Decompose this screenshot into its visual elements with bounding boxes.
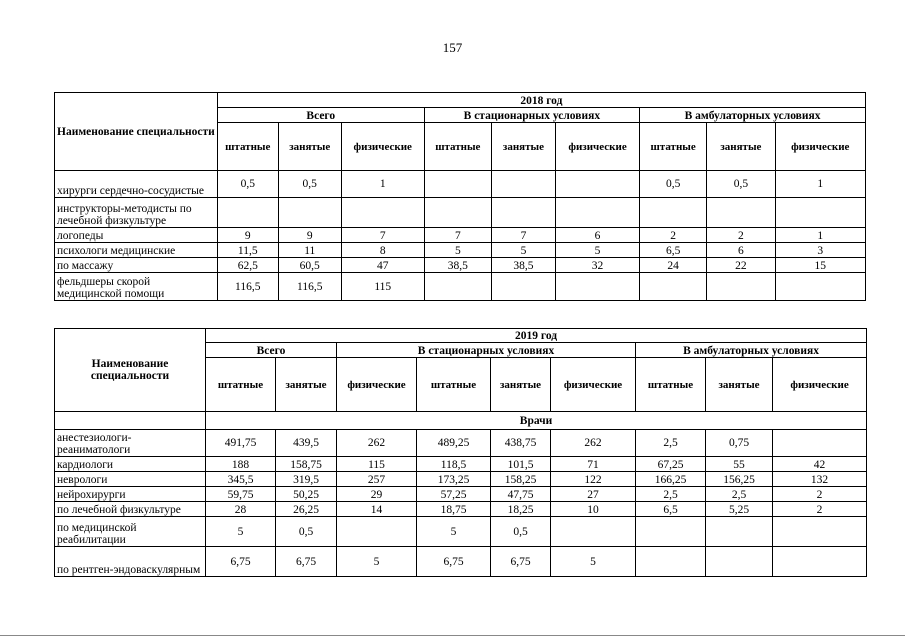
value-cell: 22 [707,258,775,273]
value-cell: 1 [341,171,424,198]
value-cell [217,198,278,228]
value-cell: 115 [337,457,417,472]
value-cell: 2 [640,228,707,243]
table-row [55,198,866,228]
column-header: занятые [276,358,337,412]
specialty-name-cell: по медицинской реабилитации [55,517,206,547]
specialty-name-cell: хирурги сердечно-сосудистые [55,171,218,198]
value-cell: 6,5 [640,243,707,258]
column-header: штатные [636,358,706,412]
staffing-table-2018 [54,92,866,301]
value-cell [636,517,706,547]
value-cell: 38,5 [424,258,491,273]
specialty-name-cell: фельдшеры скорой медицинской помощи [55,273,218,301]
value-cell: 345,5 [206,472,276,487]
value-cell: 489,25 [417,430,491,457]
specialty-name-cell: психологи медицинские [55,243,218,258]
value-cell: 9 [278,228,341,243]
value-cell: 38,5 [491,258,555,273]
value-cell [341,198,424,228]
column-header: штатные [217,123,278,171]
table-row [55,228,866,243]
value-cell: 0,5 [707,171,775,198]
value-cell: 6,75 [276,547,337,577]
value-cell [775,198,865,228]
value-cell: 59,75 [206,487,276,502]
value-cell: 6 [707,243,775,258]
specialty-name-cell: логопеды [55,228,218,243]
column-header: физические [341,123,424,171]
value-cell: 166,25 [636,472,706,487]
value-cell: 3 [775,243,865,258]
table-row [55,171,866,198]
value-cell: 439,5 [276,430,337,457]
value-cell [491,198,555,228]
value-cell: 57,25 [417,487,491,502]
column-header: физические [337,358,417,412]
specialty-name-cell: по рентген-эндоваскулярным [55,547,206,577]
value-cell: 7 [341,228,424,243]
value-cell: 156,25 [706,472,773,487]
value-cell: 62,5 [217,258,278,273]
value-cell: 47 [341,258,424,273]
value-cell: 0,75 [706,430,773,457]
value-cell [424,171,491,198]
value-cell [707,198,775,228]
scan-edge-line [0,635,905,636]
column-header: штатные [206,358,276,412]
table-row [55,273,866,301]
value-cell [491,273,555,301]
value-cell: 158,75 [276,457,337,472]
value-cell: 6,75 [417,547,491,577]
value-cell: 0,5 [276,517,337,547]
specialty-name-cell: кардиологи [55,457,206,472]
table-row [55,547,867,577]
value-cell [707,273,775,301]
value-cell: 438,75 [491,430,551,457]
value-cell: 173,25 [417,472,491,487]
value-cell: 6,75 [206,547,276,577]
value-cell: 71 [551,457,636,472]
value-cell: 18,25 [491,502,551,517]
value-cell: 1 [775,228,865,243]
value-cell [556,171,640,198]
value-cell: 2,5 [636,430,706,457]
value-cell: 26,25 [276,502,337,517]
value-cell [556,198,640,228]
value-cell: 319,5 [276,472,337,487]
value-cell [491,171,555,198]
column-header: физические [551,358,636,412]
value-cell: 15 [775,258,865,273]
specialty-name-cell: по лечебной физкультуре [55,502,206,517]
value-cell: 116,5 [217,273,278,301]
value-cell: 1 [775,171,865,198]
group-header-outpatient: В амбулаторных условиях [636,343,867,358]
value-cell: 55 [706,457,773,472]
value-cell: 24 [640,258,707,273]
value-cell [424,198,491,228]
value-cell: 11,5 [217,243,278,258]
value-cell [640,198,707,228]
value-cell: 5 [491,243,555,258]
value-cell: 188 [206,457,276,472]
value-cell: 11 [278,243,341,258]
group-header-total: Всего [206,343,337,358]
column-header: занятые [491,358,551,412]
value-cell: 60,5 [278,258,341,273]
value-cell: 2,5 [636,487,706,502]
year-header: 2018 год [217,93,865,108]
value-cell: 14 [337,502,417,517]
value-cell: 50,25 [276,487,337,502]
group-header-total: Всего [217,108,424,123]
column-header: физические [773,358,867,412]
value-cell: 2 [773,487,867,502]
value-cell: 5 [417,517,491,547]
value-cell [556,273,640,301]
value-cell [636,547,706,577]
table-row [55,457,867,472]
group-header-inpatient: В стационарных условиях [424,108,639,123]
specialty-name-cell: по массажу [55,258,218,273]
column-header: занятые [491,123,555,171]
value-cell: 27 [551,487,636,502]
value-cell: 132 [773,472,867,487]
value-cell: 101,5 [491,457,551,472]
value-cell: 5 [424,243,491,258]
value-cell: 116,5 [278,273,341,301]
value-cell [640,273,707,301]
specialty-header: Наименование специальности [55,93,218,171]
value-cell: 6,5 [636,502,706,517]
column-header: занятые [706,358,773,412]
specialty-name-cell: инструкторы-методисты по лечебной физкультуре [55,198,218,228]
value-cell: 6 [556,228,640,243]
value-cell: 158,25 [491,472,551,487]
value-cell: 2 [707,228,775,243]
value-cell: 491,75 [206,430,276,457]
value-cell: 5 [337,547,417,577]
year-header: 2019 год [206,329,867,343]
column-header: физические [775,123,865,171]
value-cell: 32 [556,258,640,273]
table-row [55,472,867,487]
value-cell: 122 [551,472,636,487]
value-cell [773,517,867,547]
value-cell: 0,5 [278,171,341,198]
value-cell: 8 [341,243,424,258]
table-row [55,258,866,273]
table-row [55,502,867,517]
table-row [55,517,867,547]
value-cell [706,547,773,577]
value-cell: 115 [341,273,424,301]
specialty-header: Наименование специальности [55,329,206,412]
table-row [55,487,867,502]
value-cell: 18,75 [417,502,491,517]
value-cell: 28 [206,502,276,517]
column-header: занятые [707,123,775,171]
value-cell: 67,25 [636,457,706,472]
value-cell: 9 [217,228,278,243]
specialty-name-cell: неврологи [55,472,206,487]
value-cell [551,517,636,547]
table-row [55,243,866,258]
value-cell: 2 [773,502,867,517]
column-header: штатные [424,123,491,171]
value-cell [278,198,341,228]
table-row [55,430,867,457]
value-cell: 5 [556,243,640,258]
value-cell: 0,5 [491,517,551,547]
value-cell: 6,75 [491,547,551,577]
value-cell: 42 [773,457,867,472]
page-number: 157 [442,40,463,55]
value-cell [775,273,865,301]
value-cell: 262 [551,430,636,457]
column-header: штатные [640,123,707,171]
value-cell: 47,75 [491,487,551,502]
value-cell: 118,5 [417,457,491,472]
section-spacer-cell [55,412,206,430]
section-header-doctors: Врачи [206,412,867,430]
value-cell: 2,5 [706,487,773,502]
column-header: физические [556,123,640,171]
value-cell: 7 [424,228,491,243]
specialty-name-cell: нейрохирурги [55,487,206,502]
value-cell [773,547,867,577]
value-cell [424,273,491,301]
value-cell: 29 [337,487,417,502]
value-cell: 0,5 [640,171,707,198]
specialty-name-cell: анестезиологи-реаниматологи [55,430,206,457]
group-header-outpatient: В амбулаторных условиях [640,108,866,123]
staffing-table-2019 [54,328,867,577]
value-cell: 5 [206,517,276,547]
value-cell: 5 [551,547,636,577]
value-cell: 0,5 [217,171,278,198]
column-header: занятые [278,123,341,171]
value-cell: 262 [337,430,417,457]
value-cell: 7 [491,228,555,243]
value-cell: 257 [337,472,417,487]
column-header: штатные [417,358,491,412]
value-cell [337,517,417,547]
value-cell [773,430,867,457]
value-cell: 5,25 [706,502,773,517]
value-cell [706,517,773,547]
group-header-inpatient: В стационарных условиях [337,343,636,358]
value-cell: 10 [551,502,636,517]
